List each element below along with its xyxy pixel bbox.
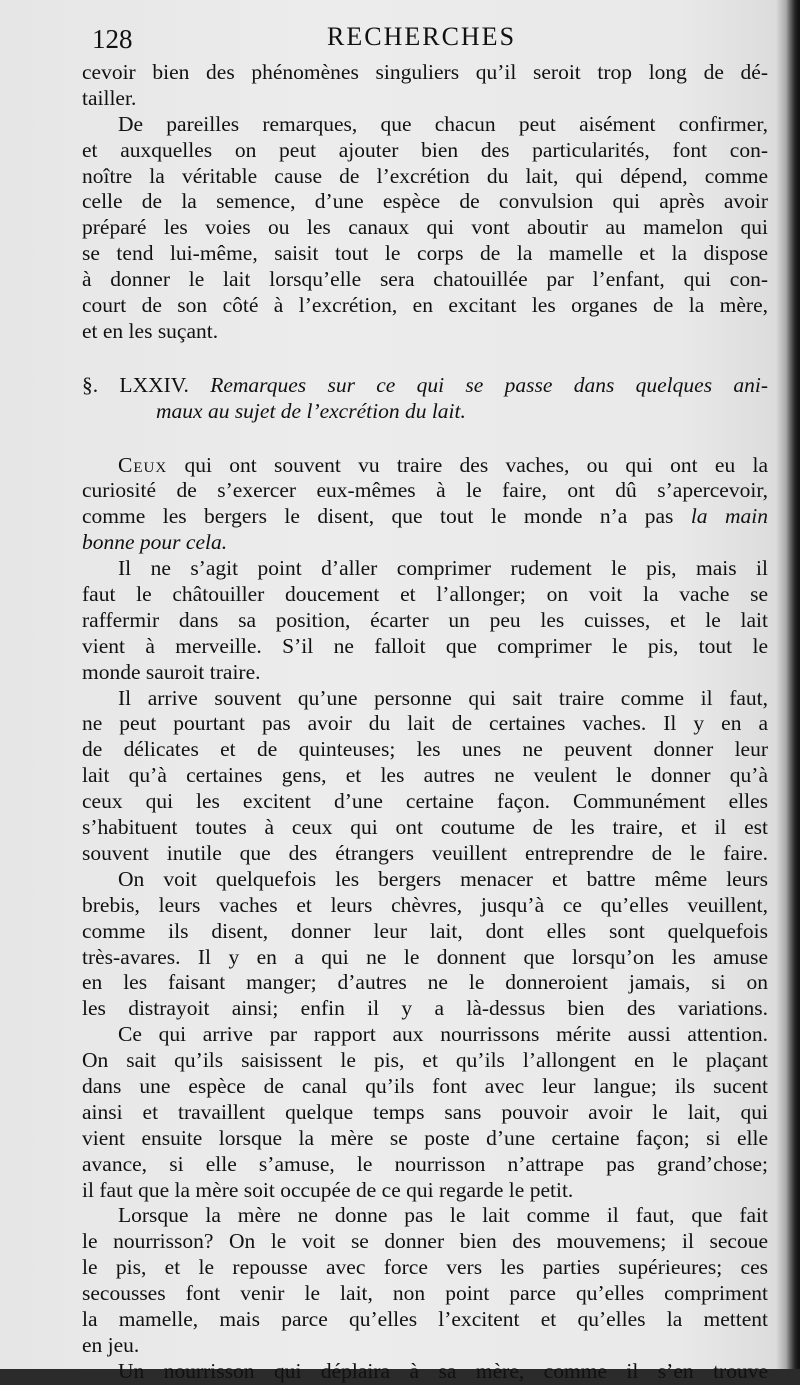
text-line: les distrayoit ainsi; enfin il y a là-dessus bien des variations. (82, 996, 768, 1021)
text-line: souvent inutile que des étrangers veuillent entreprendre de le faire. (82, 840, 768, 865)
text-line: tailler. (82, 85, 137, 110)
text-line: ne peut pourtant pas avoir du lait de certaines vaches. Il y en a (82, 711, 768, 736)
text-line: dans une espèce de canal qu’ils font avec leur langue; ils sucent (82, 1073, 768, 1098)
text-line: et en les suçant. (82, 318, 219, 343)
book-spine-shadow (786, 0, 800, 1369)
text-line: secousses font venir le lait, non point parce qu’elles compriment (82, 1281, 768, 1306)
text-line: de délicates et de quinteuses; les unes ne peuvent donner leur (82, 737, 768, 762)
text-line: Il arrive souvent qu’une personne qui sait traire comme il faut, (118, 685, 768, 710)
text-line: il faut que la mère soit occupée de ce qui regarde le petit. (82, 1177, 574, 1202)
text-line: noître la véritable cause de l’excrétion du lait, qui dépend, comme (82, 163, 768, 188)
text-line: ceux qui les excitent d’une certaine façon. Communément elles (82, 789, 768, 814)
text-line: cevoir bien des phénomènes singuliers qu’il seroit trop long de dé- (82, 60, 768, 84)
small-caps-opening: Ceux (118, 452, 168, 477)
text-line: vient à merveille. S’il ne falloit que comprimer le pis, tout le (82, 633, 768, 658)
text-line: la mamelle, mais parce qu’elles l’excitent et qu’elles la mettent (82, 1306, 768, 1331)
text-line: le nourrisson? On le voit se donner bien des mouvemens; il secoue (82, 1229, 768, 1254)
text-line: curiosité de s’exercer eux-mêmes à le faire, ont dû s’apercevoir, (82, 478, 768, 503)
text-line: avance, si elle s’amuse, le nourrisson n’attrape pas grand’chose; (82, 1151, 768, 1176)
text-line: faut le châtouiller doucement et l’allonger; on voit la vache se (82, 582, 768, 607)
text-line: Ce qui arrive par rapport aux nourrissons mérite aussi attention. (118, 1022, 768, 1047)
text-line: Lorsque la mère ne donne pas le lait comme il faut, que fait (118, 1203, 768, 1228)
text-line: Un nourrisson qui déplaira à sa mère, comme il s’en trouve (118, 1358, 768, 1383)
section-number: §. LXXIV. (82, 372, 189, 397)
text-line: préparé les voies ou les canaux qui vont aboutir au mamelon qui (82, 215, 768, 240)
running-title: RECHERCHES (327, 22, 517, 51)
text-line: en les faisant manger; d’autres ne le donneroient jamais, si on (82, 970, 768, 995)
text-line: très-avares. Il y en a qui ne le donnent que lorsqu’on les amuse (82, 944, 768, 969)
line-text: comme les bergers le disent, que tout le monde n’a pas (82, 504, 691, 529)
body-text (82, 60, 768, 1385)
section-heading-line (82, 373, 768, 399)
text-line: On sait qu’ils saisissent le pis, et qu’ils l’allongent en le plaçant (82, 1048, 768, 1073)
text-line: bonne pour cela. (82, 530, 228, 555)
text-line: maux au sujet de l’excrétion du lait. (156, 398, 466, 423)
text-line: vient ensuite lorsque la mère se poste d’une certaine façon; si elle (82, 1125, 768, 1150)
text-line: le pis, et le repousse avec force vers les parties supérieures; ces (82, 1255, 768, 1280)
page-header (92, 18, 770, 58)
section-title: Remarques sur ce qui se passe dans quelques ani- (210, 372, 768, 397)
text-line: comme ils disent, donner leur lait, dont elles sont quelquefois (82, 918, 768, 943)
text-line: s’habituent toutes à ceux qui ont coutume de les traire, et il est (82, 815, 768, 840)
text-line: en jeu. (82, 1332, 140, 1357)
text-line (82, 504, 768, 530)
text-line: De pareilles remarques, que chacun peut aisément confirmer, (118, 111, 768, 136)
text-line: brebis, leurs vaches et leurs chèvres, jusqu’à ce qu’elles veuillent, (82, 892, 768, 917)
text-line: lait qu’à certaines gens, et les autres ne veulent le donner qu’à (82, 763, 768, 788)
text-line: à donner le lait lorsqu’elle sera chatouillée par l’enfant, qui con- (82, 267, 768, 292)
paragraph-first-line (82, 453, 768, 479)
text-line: celle de la semence, d’une espèce de convulsion qui après avoir (82, 189, 768, 214)
text-line: court de son côté à l’excrétion, en excitant les organes de la mère, (82, 293, 768, 318)
text-line: et auxquelles on peut ajouter bien des particularités, font con- (82, 137, 768, 162)
page-number: 128 (92, 24, 133, 54)
text-line: se tend lui-même, saisit tout le corps de la mamelle et la dispose (82, 241, 768, 266)
line-text: qui ont souvent vu traire des vaches, ou qui ont eu la (167, 452, 768, 477)
text-line: monde sauroit traire. (82, 659, 261, 684)
italic-phrase: la main (690, 504, 768, 529)
text-line: Il ne s’agit point d’aller comprimer rudement le pis, mais il (118, 556, 768, 581)
text-line: On voit quelquefois les bergers menacer et battre même leurs (118, 866, 768, 891)
text-line: raffermir dans sa position, écarter un peu les cuisses, et le lait (82, 607, 768, 632)
text-line: ainsi et travaillent quelque temps sans pouvoir avoir le lait, qui (82, 1099, 768, 1124)
